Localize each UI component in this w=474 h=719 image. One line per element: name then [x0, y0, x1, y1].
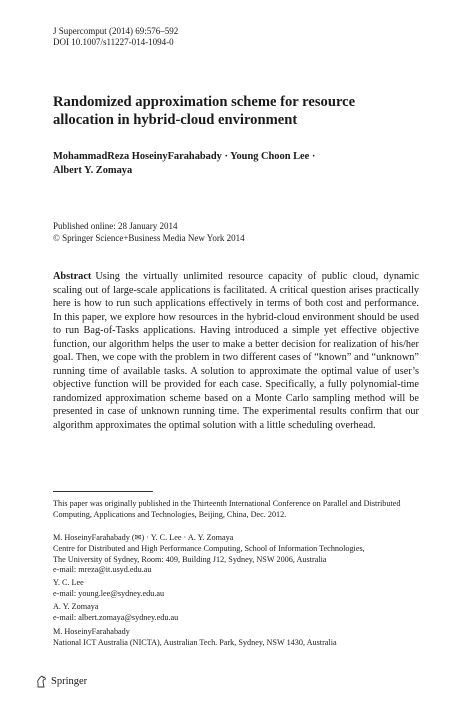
author-line-1: MohammadReza HoseinyFarahabady · Young Choon Lee · [53, 151, 316, 162]
affiliation-nicta [53, 627, 423, 649]
footnote-divider [53, 491, 153, 492]
affiliation-authors: M. HoseinyFarahabady (✉) · Y. C. Lee · A. Y. Zomaya [53, 533, 234, 542]
affiliation-centre: Centre for Distributed and High Performance Computing, School of Information Technologies, [53, 543, 365, 553]
publication-info [53, 221, 245, 244]
paper-title-line-1: Randomized approximation scheme for resource [53, 94, 356, 110]
affiliation-address: The University of Sydney, Room: 409, Building J12, Sydney, NSW 2006, Australia [53, 554, 327, 564]
paper-title-line-2: allocation in hybrid-cloud environment [53, 112, 298, 128]
affiliation-address: National ICT Australia (NICTA), Australian Tech. Park, Sydney, NSW 1430, Australia [53, 637, 337, 647]
abstract-block [53, 270, 419, 433]
footnote-line: This paper was originally published in the Thirteenth International Conference on Parallel and Distributed [53, 499, 401, 508]
footnote-line: Computing, Applications and Technologies, Beijing, China, Dec. 2012. [53, 509, 287, 519]
affiliation-primary [53, 533, 423, 576]
affiliation-name: Y. C. Lee [53, 578, 84, 587]
affiliation-email: e-mail: albert.zomaya@sydney.edu.au [53, 612, 179, 622]
affiliation-lee [53, 578, 423, 600]
springer-horse-icon [36, 675, 47, 688]
affiliation-email: e-mail: mreza@it.usyd.edu.au [53, 565, 152, 575]
copyright-notice: © Springer Science+Business Media New York 2014 [53, 232, 245, 243]
published-date: Published online: 28 January 2014 [53, 221, 178, 231]
publisher-name: Springer [51, 676, 88, 687]
journal-citation: J Supercomput (2014) 69:576–592 [53, 26, 179, 36]
journal-doi: DOI 10.1007/s11227-014-1094-0 [53, 37, 174, 47]
affiliation-email: e-mail: young.lee@sydney.edu.au [53, 588, 165, 598]
abstract-label: Abstract [53, 271, 92, 282]
journal-header [53, 26, 178, 48]
affiliation-name: M. HoseinyFarahabady [53, 627, 130, 636]
footnote-conference [53, 499, 423, 521]
paper-title [53, 93, 413, 129]
author-line-2: Albert Y. Zomaya [53, 165, 133, 176]
publisher-logo [36, 675, 87, 688]
abstract-text: Using the virtually unlimited resource capacity of public cloud, dynamic scaling out of large-scale applications is facilitated. A critical question arises practically here is how to run such applications effectively in terms of both cost and performance. In this paper, we explore how resources in the hybrid-cloud environment should be used to run Bag-of-Tasks applications. Having introduced a simple yet effective objective function, our algorithm helps the user to make a better decision for realization of his/her goal. Then, we cope with the problem in two different cases of “known” and “unknown” running time of available tasks. A solution to approximate the optimal value of user’s objective function will be provided for each case. Specifically, a fully polynomial-time randomized approximation scheme based on a Monte Carlo sampling method will be presented in case of unknown running time. The experimental results confirm that our algorithm approximates the optimal solution with a little scheduling overhead. [53, 271, 419, 432]
author-list [53, 150, 433, 178]
affiliation-zomaya [53, 602, 423, 624]
affiliation-name: A. Y. Zomaya [53, 602, 99, 611]
